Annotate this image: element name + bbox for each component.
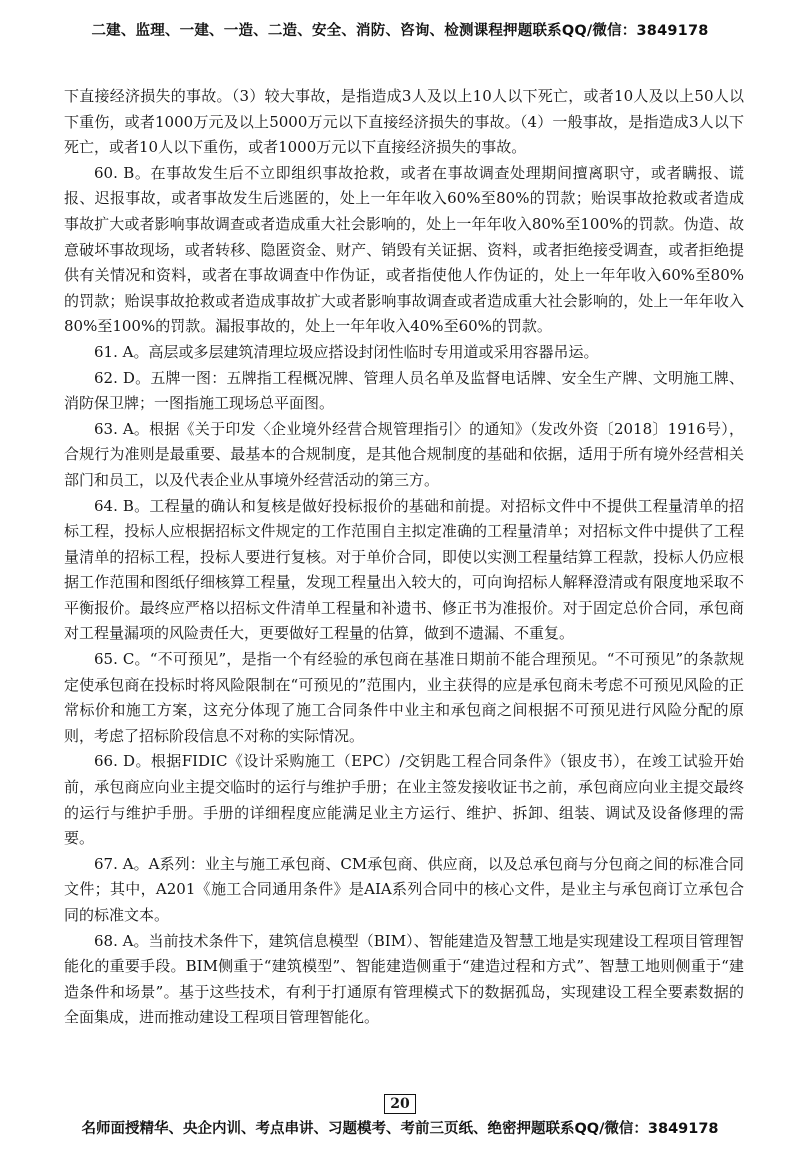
paragraph-answer-67: 67. A。A系列：业主与施工承包商、CM承包商、供应商，以及总承包商与分包商之间的标准合同文件；其中，A201《施工合同通用条件》是AIA系列合同中的核心文件，是业主与承包商订立承包合同的标准文本。 <box>64 854 744 924</box>
paragraph-answer-61: 61. A。高层或多层建筑清理垃圾应搭设封闭性临时专用道或采用容器吊运。 <box>94 342 599 361</box>
page-footer-banner: 名师面授精华、央企内训、考点串讲、习题模考、考前三页纸、绝密押题联系QQ/微信：3849178 <box>81 1121 719 1137</box>
paragraph-answer-60: 60. B。在事故发生后不立即组织事故抢救，或者在事故调查处理期间擅离职守，或者瞒报、谎报、迟报事故，或者事故发生后逃匿的，处上一年年收入60%至80%的罚款；贻误事故抢救或者造成事故扩大或者影响事故调查或者造成重大社会影响的，处上一年年收入80%至100%的罚款。伪造、故意破坏事故现场，或者转移、隐匿资金、财产、销毁有关证据、资料，或者拒绝接受调查，或者拒绝提供有关情况和资料，或者在事故调查中作伪证，或者指使他人作伪证的，处上一年年收入60%至80%的罚款；贻误事故抢救或者造成事故扩大或者影响事故调查或者造成重大社会影响的，处上一年年收入80%至100%的罚款。漏报事故的，处上一年年收入40%至60%的罚款。 <box>64 163 744 336</box>
paragraph-answer-66: 66. D。根据FIDIC《设计采购施工（EPC）/交钥匙工程合同条件》（银皮书），在竣工试验开始前，承包商应向业主提交临时的运行与维护手册；在业主签发接收证书之前，承包商应向业主提交最终的运行与维护手册。手册的详细程度应能满足业主方运行、维护、拆卸、组装、调试及设备修理的需要。 <box>64 752 744 848</box>
paragraph-answer-68: 68. A。当前技术条件下，建筑信息模型（BIM）、智能建造及智慧工地是实现建设工程项目管理智能化的重要手段。BIM侧重于“建筑模型”、智能建造侧重于“建造过程和方式”、智慧工地则侧重于“建造条件和场景”。基于这些技术，有利于打通原有管理模式下的数据孤岛，实现建设工程全要素数据的全面集成，进而推动建设工程项目管理智能化。 <box>64 931 744 1027</box>
page-header-banner: 二建、监理、一建、一造、二造、安全、消防、咨询、检测课程押题联系QQ/微信：3849178 <box>91 23 709 39</box>
paragraph-continuation: 下直接经济损失的事故。（3）较大事故，是指造成3人及以上10人以下死亡，或者10人及以上50人以下重伤，或者1000万元及以上5000万元以下直接经济损失的事故。（4）一般事故，是指造成3人以下死亡，或者10人以下重伤，或者1000万元以下直接经济损失的事故。 <box>64 87 744 157</box>
paragraph-answer-62: 62. D。五牌一图：五牌指工程概况牌、管理人员名单及监督电话牌、安全生产牌、文明施工牌、消防保卫牌；一图指施工现场总平面图。 <box>64 368 744 413</box>
answer-explanations-body <box>64 84 744 1031</box>
paragraph-answer-63: 63. A。根据《关于印发〈企业境外经营合规管理指引〉的通知》（发改外资〔2018〕1916号），合规行为准则是最重要、最基本的合规制度，是其他合规制度的基础和依据，适用于所有境外经营相关部门和员工，以及代表企业从事境外经营活动的第三方。 <box>64 419 744 489</box>
paragraph-answer-64: 64. B。工程量的确认和复核是做好投标报价的基础和前提。对招标文件中不提供工程量清单的招标工程，投标人应根据招标文件规定的工作范围自主拟定准确的工程量清单；对招标文件中提供了工程量清单的招标工程，投标人要进行复核。对于单价合同，即使以实测工程量结算工程款，投标人仍应根据工作范围和图纸仔细核算工程量，发现工程量出入较大的，可向询招标人解释澄清或有限度地采取不平衡报价。最终应严格以招标文件清单工程量和补遗书、修正书为准报价。对于固定总价合同，承包商对工程量漏项的风险责任大，更要做好工程量的估算，做到不遗漏、不重复。 <box>64 496 744 643</box>
page-number-container <box>0 1093 800 1114</box>
paragraph-answer-65: 65. C。“不可预见”，是指一个有经验的承包商在基准日期前不能合理预见。“不可预见”的条款规定使承包商在投标时将风险限制在“可预见的”范围内，业主获得的应是承包商未考虑不可预见风险的正常标价和施工方案，这充分体现了施工合同条件中业主和承包商之间根据不可预见进行风险分配的原则，考虑了招标阶段信息不对称的实际情况。 <box>64 650 744 745</box>
page-number: 20 <box>384 1094 415 1114</box>
